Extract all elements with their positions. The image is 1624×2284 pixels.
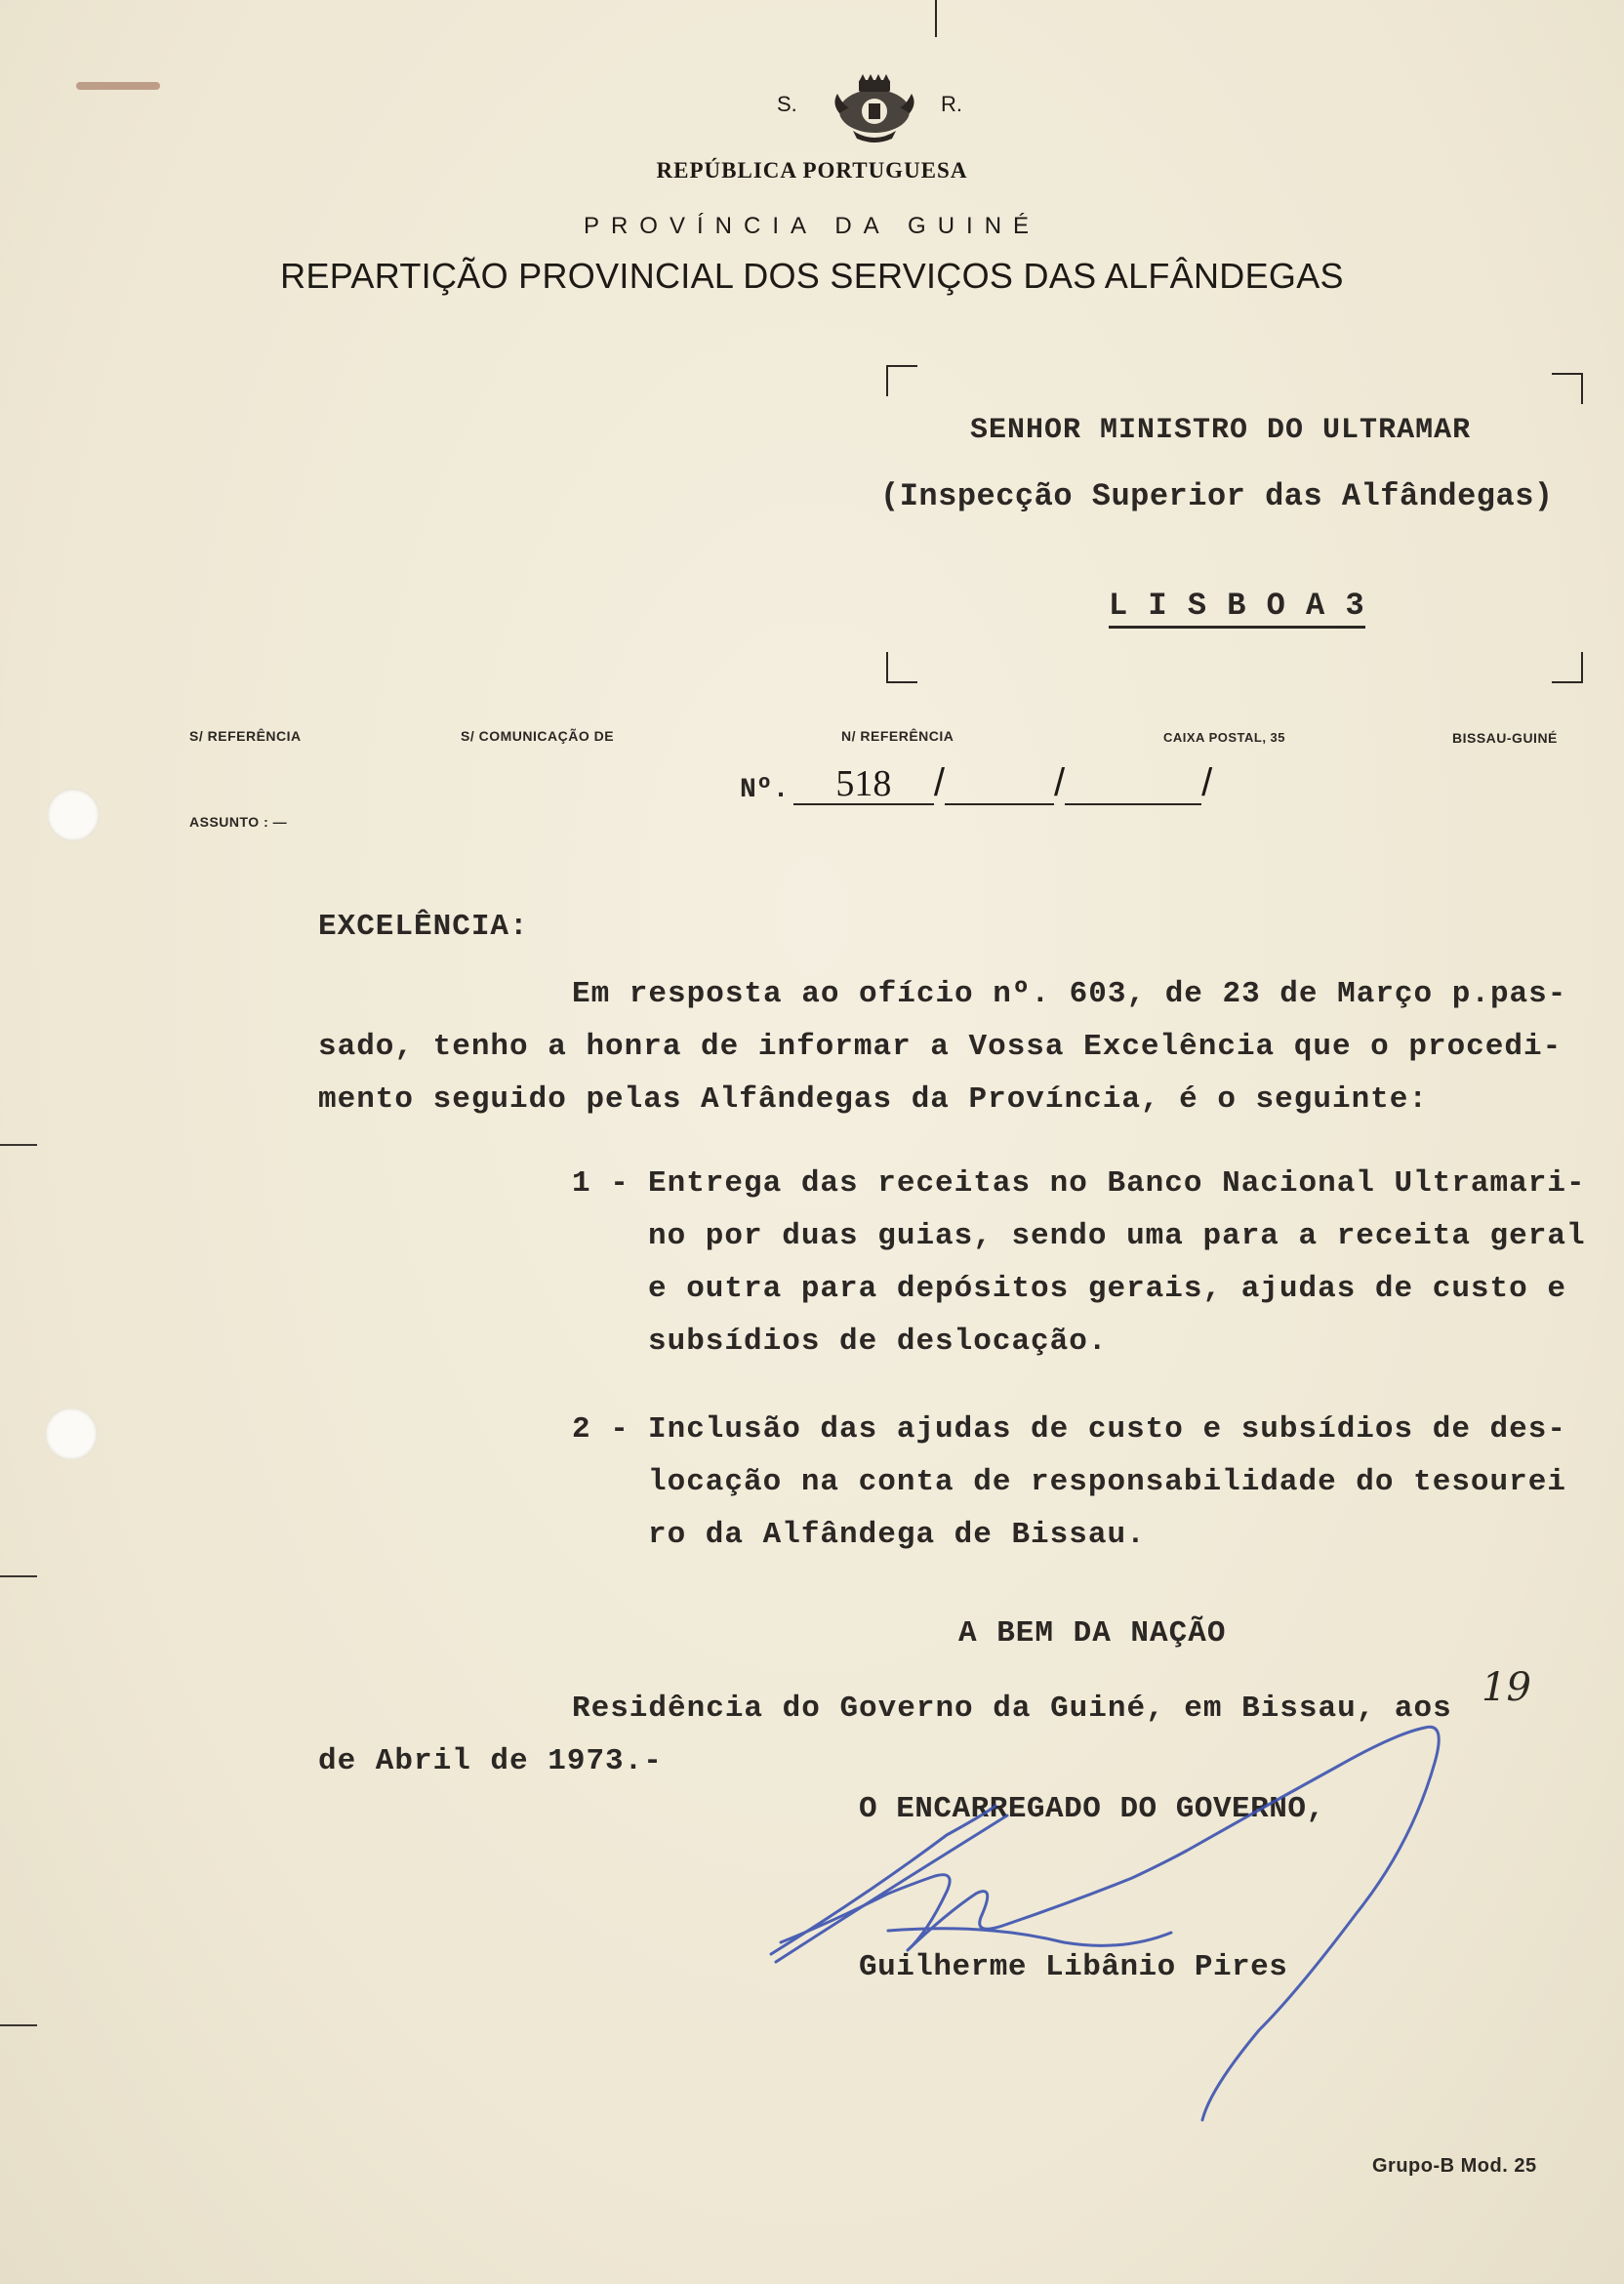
item2-line3: ro da Alfândega de Bissau. bbox=[648, 1518, 1146, 1552]
republic-title: REPÚBLICA PORTUGUESA bbox=[656, 158, 968, 183]
addressee-line-2: (Inspecção Superior das Alfândegas) bbox=[880, 478, 1554, 514]
signatory-name: Guilherme Libânio Pires bbox=[859, 1950, 1288, 1984]
item1-number: 1 - bbox=[572, 1166, 629, 1201]
punch-hole-upper bbox=[47, 789, 100, 841]
numero-value: 518 bbox=[793, 764, 934, 805]
label-n-referencia: N/ REFERÊNCIA bbox=[841, 728, 954, 744]
margin-mark-2 bbox=[0, 1575, 37, 1577]
item1-line3: e outra para depósitos gerais, ajudas de custo e bbox=[648, 1272, 1566, 1306]
addressee-line-1: SENHOR MINISTRO DO ULTRAMAR bbox=[970, 414, 1472, 447]
margin-mark-1 bbox=[0, 1144, 37, 1146]
item1-line1: Entrega das receitas no Banco Nacional Ultramari- bbox=[648, 1166, 1586, 1201]
blank-field-3 bbox=[1065, 764, 1201, 805]
item1-line4: subsídios de deslocação. bbox=[648, 1325, 1108, 1359]
signatory-title: O ENCARREGADO DO GOVERNO, bbox=[859, 1792, 1325, 1826]
item2-line2: locação na conta de responsabilidade do tesourei bbox=[648, 1465, 1566, 1499]
province-title: PROVÍNCIA DA GUINÉ bbox=[583, 213, 1041, 239]
department-title: REPARTIÇÃO PROVINCIAL DOS SERVIÇOS DAS ALFÂNDEGAS bbox=[280, 256, 1344, 296]
item2-number: 2 - bbox=[572, 1412, 629, 1447]
top-crease bbox=[935, 0, 937, 37]
slash-2: / bbox=[1054, 761, 1066, 804]
reference-number-row bbox=[740, 761, 1212, 822]
label-caixa-postal: CAIXA POSTAL, 35 bbox=[1163, 730, 1286, 745]
label-location: BISSAU-GUINÉ bbox=[1452, 730, 1558, 746]
addressee-line-3: L I S B O A 3 bbox=[1109, 588, 1365, 629]
window-corner-tr bbox=[1552, 373, 1583, 404]
blank-field-2 bbox=[945, 764, 1054, 805]
label-s-referencia: S/ REFERÊNCIA bbox=[189, 728, 302, 744]
punch-hole-lower bbox=[45, 1407, 98, 1460]
window-corner-bl bbox=[886, 652, 917, 683]
slash-1: / bbox=[933, 761, 945, 804]
item2-line1: Inclusão das ajudas de custo e subsídios de des- bbox=[648, 1412, 1566, 1447]
closing-day-handwritten: 19 bbox=[1482, 1665, 1531, 1710]
window-corner-tl bbox=[886, 365, 917, 396]
motto: A BEM DA NAÇÃO bbox=[958, 1616, 1227, 1651]
label-s-comunicacao: S/ COMUNICAÇÃO DE bbox=[461, 728, 615, 744]
para1-line1: Em resposta ao ofício nº. 603, de 23 de Março p.pas- bbox=[572, 977, 1567, 1011]
rust-stain bbox=[76, 82, 160, 90]
header-initial-s: S. bbox=[777, 92, 797, 116]
item1-line2: no por duas guias, sendo uma para a receita geral bbox=[648, 1219, 1586, 1253]
margin-mark-3 bbox=[0, 2024, 37, 2026]
form-code: Grupo-B Mod. 25 bbox=[1372, 2155, 1537, 2177]
closing-line-1: Residência do Governo da Guiné, em Bissau, aos bbox=[572, 1692, 1452, 1726]
label-assunto: ASSUNTO : — bbox=[189, 814, 288, 830]
numero-label: Nº. bbox=[740, 775, 790, 805]
slash-3: / bbox=[1201, 761, 1213, 804]
para1-line3: mento seguido pelas Alfândegas da Província, é o seguinte: bbox=[318, 1082, 1428, 1117]
header-initial-r: R. bbox=[941, 92, 962, 116]
coat-of-arms-emblem bbox=[830, 74, 919, 143]
handwritten-signature bbox=[751, 1698, 1454, 2128]
closing-line-2: de Abril de 1973.- bbox=[318, 1744, 663, 1778]
salutation: EXCELÊNCIA: bbox=[318, 910, 529, 944]
window-corner-br bbox=[1552, 652, 1583, 683]
para1-line2: sado, tenho a honra de informar a Vossa Excelência que o procedi- bbox=[318, 1030, 1563, 1064]
